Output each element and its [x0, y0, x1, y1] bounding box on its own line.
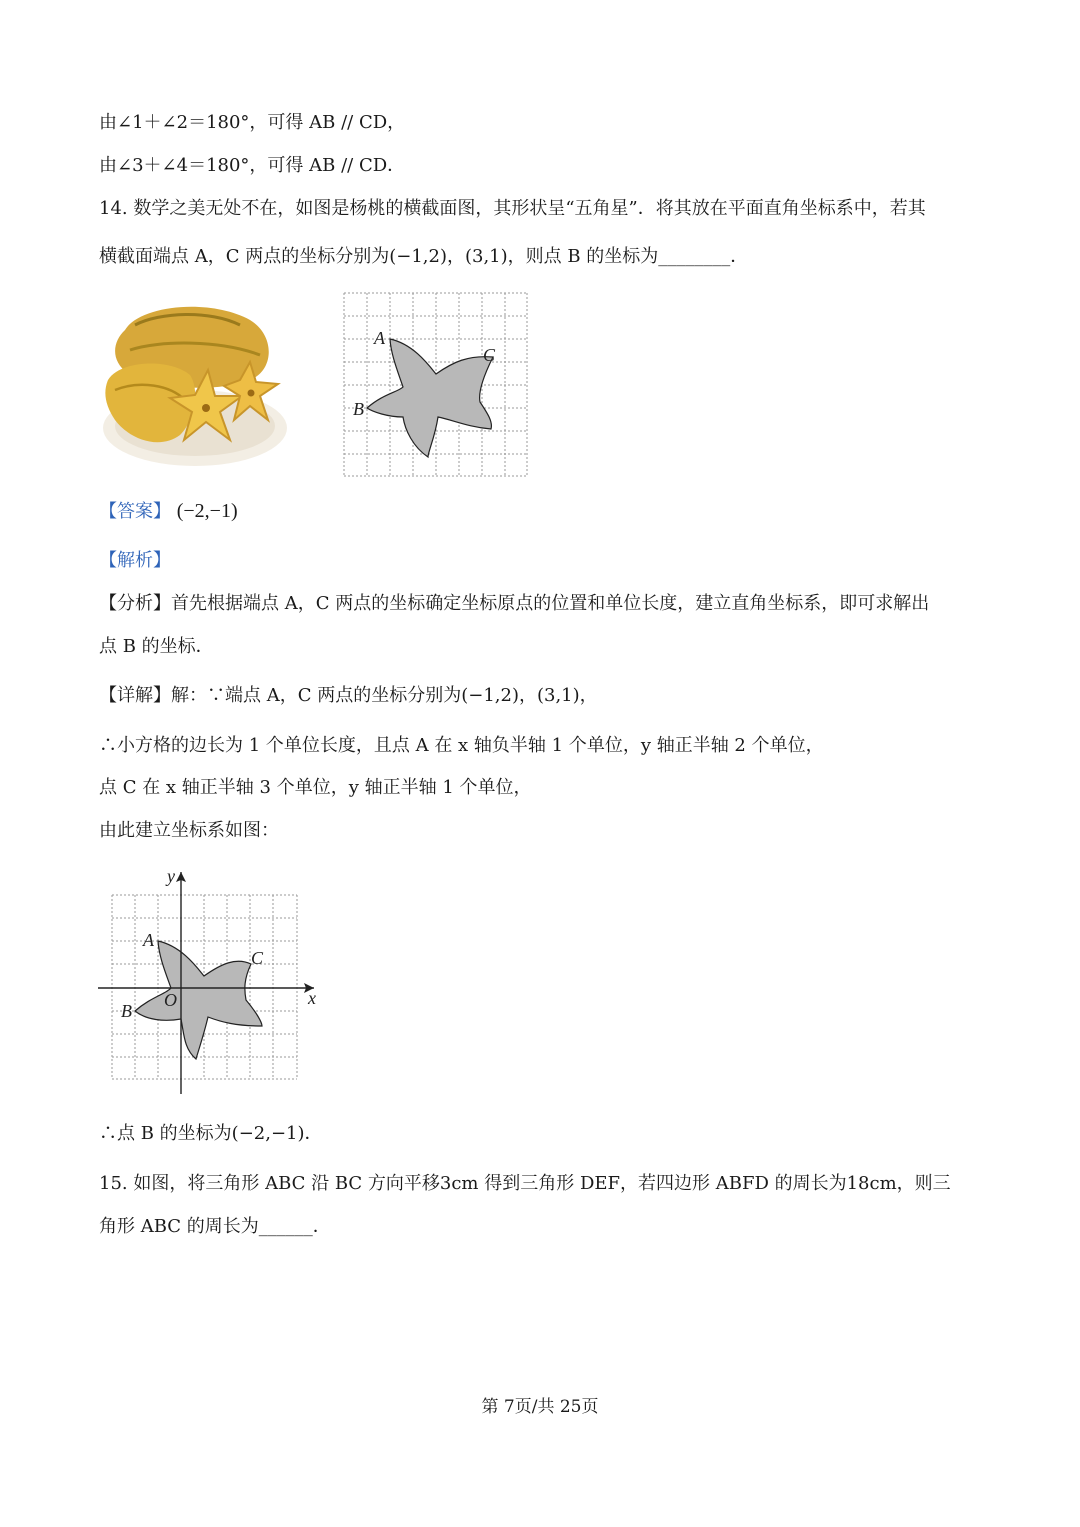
answer-line: [99, 498, 238, 525]
text-line: 由∠1＋∠2＝180°，可得 AB // CD，: [99, 112, 406, 133]
point-c-label: C: [483, 345, 496, 365]
analysis-text: 点 B 的坐标．: [99, 636, 214, 657]
y-axis-label: y: [167, 866, 175, 886]
detail-text: 【详解】解：∵端点 A，C 两点的坐标分别为(−1,2)，(3,1)，: [99, 685, 598, 706]
point-b-label: B: [121, 1001, 132, 1021]
question-15-line2: 角形 ABC 的周长为______．: [99, 1216, 331, 1237]
point-c-label: C: [251, 948, 264, 968]
detail-text: 由此建立坐标系如图：: [99, 820, 279, 841]
x-axis-label: x: [308, 988, 316, 1008]
analysis-text: 【分析】首先根据端点 A，C 两点的坐标确定坐标原点的位置和单位长度，建立直角坐标系，即可求解出: [99, 593, 930, 614]
point-a-label: A: [143, 930, 154, 950]
origin-label: O: [164, 990, 177, 1010]
star-shape: [367, 339, 493, 457]
detail-text: ∴小方格的边长为 1 个单位长度，且点 A 在 x 轴负半轴 1 个单位，y 轴正半轴 2 个单位，: [99, 735, 824, 756]
detail-text: 点 C 在 x 轴正半轴 3 个单位，y 轴正半轴 1 个单位，: [99, 777, 532, 798]
starfruit-photo: [100, 300, 290, 472]
question-14-line1: 14. 数学之美无处不在，如图是杨桃的横截面图，其形状呈“五角星”．将其放在平面直角坐标系中，若其: [99, 198, 926, 219]
point-a-label: A: [374, 328, 385, 348]
page-footer: 第 7页/共 25页: [481, 1397, 599, 1417]
conclusion-text: ∴点 B 的坐标为(−2,−1)．: [99, 1123, 323, 1144]
question-15-line1: 15. 如图，将三角形 ABC 沿 BC 方向平移3cm 得到三角形 DEF，若四边形 ABFD 的周长为18cm，则三: [99, 1173, 951, 1194]
text-line: 由∠3＋∠4＝180°，可得 AB // CD．: [99, 155, 406, 176]
point-b-label: B: [353, 399, 364, 419]
analysis-tag: 【解析】: [99, 550, 171, 571]
coordinate-figure: [96, 864, 328, 1096]
answer-tag: 【答案】: [99, 501, 171, 522]
question-14-line2: 横截面端点 A，C 两点的坐标分别为(−1,2)，(3,1)，则点 B 的坐标为________．: [99, 246, 749, 267]
answer-value: (−2,−1): [176, 500, 238, 522]
star-grid-figure: [343, 292, 529, 478]
star-shape: [135, 941, 262, 1059]
